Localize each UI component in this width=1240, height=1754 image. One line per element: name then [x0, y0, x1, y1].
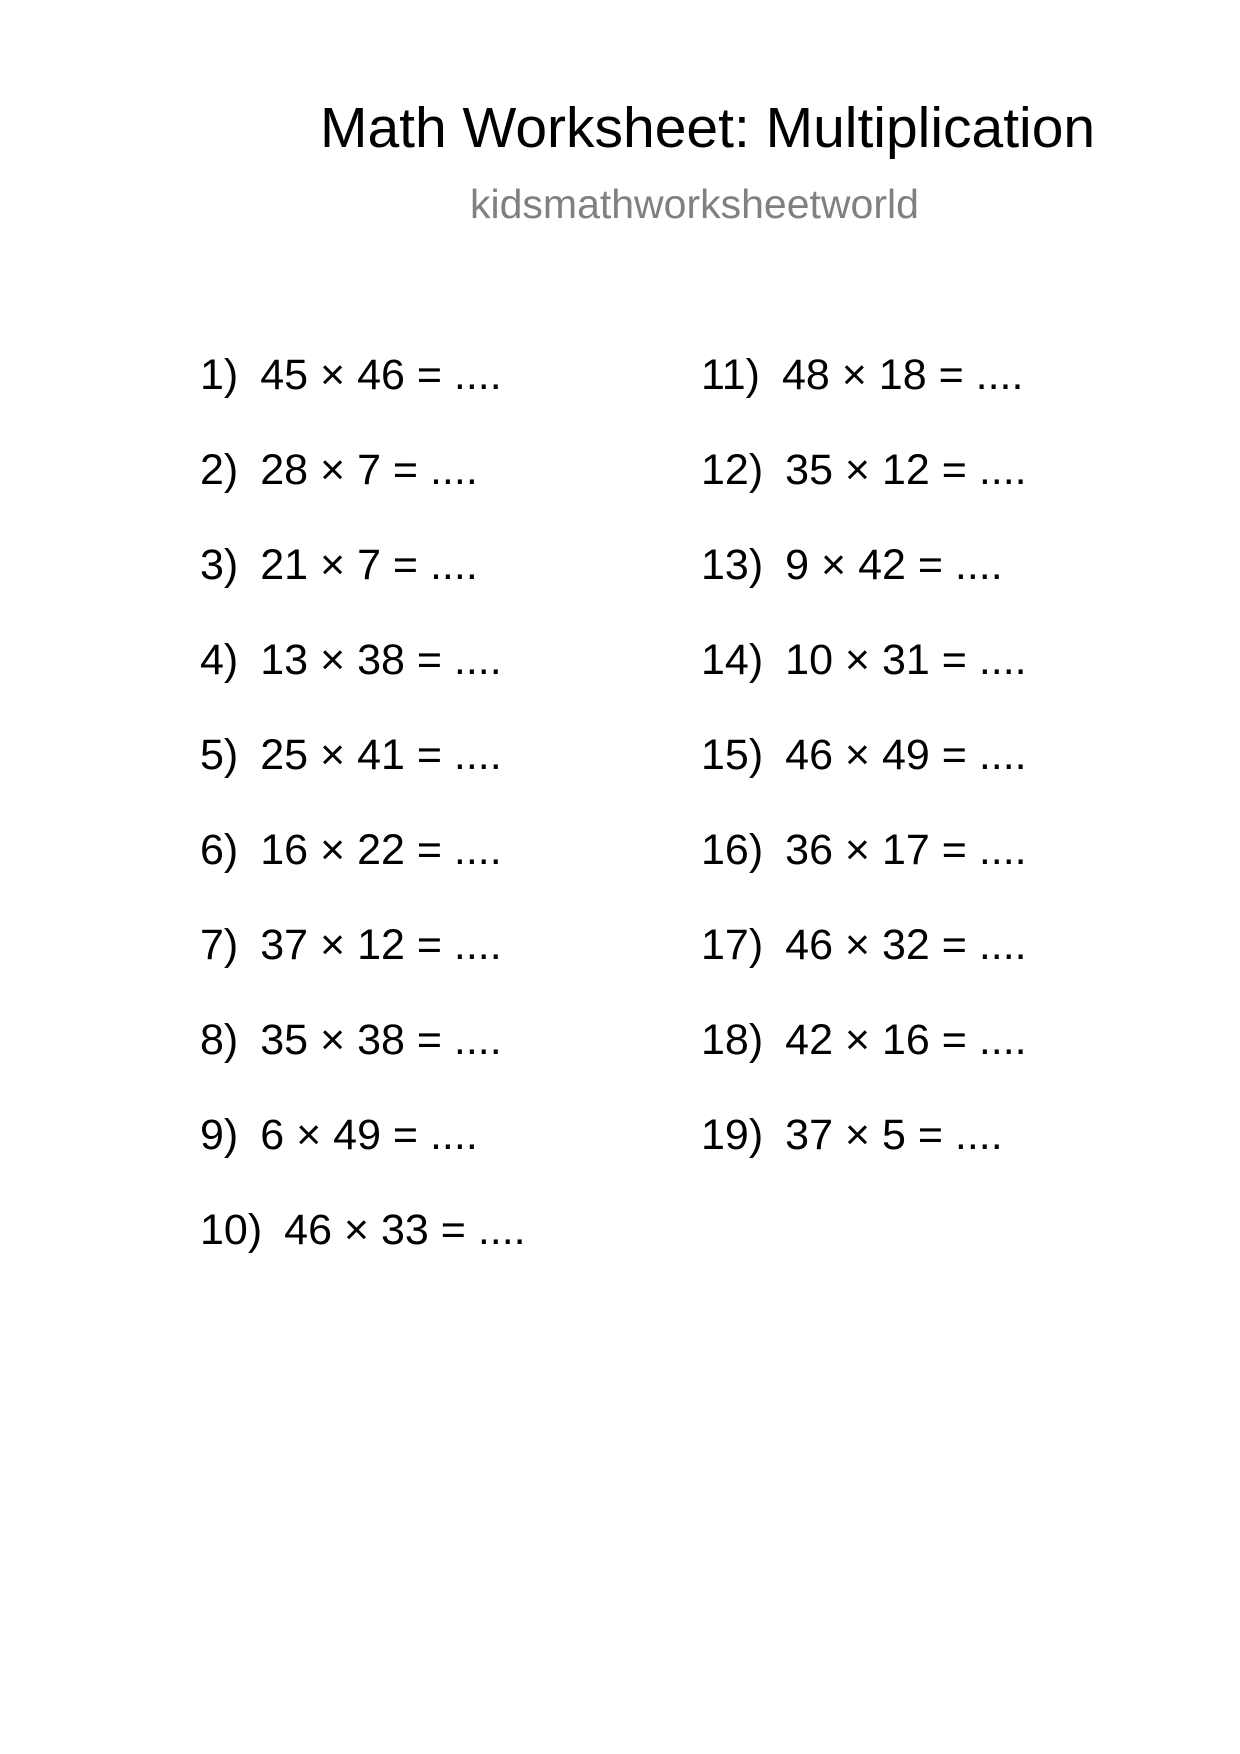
problem-number: 13) — [701, 541, 764, 589]
problems-column-right — [701, 345, 1027, 1200]
problem-number: 1) — [200, 351, 239, 399]
problem-number: 3) — [200, 541, 239, 589]
problem-number: 5) — [200, 731, 239, 779]
problem-expression: 10 × 31 = .... — [785, 636, 1027, 684]
problem-expression: 46 × 49 = .... — [785, 731, 1027, 779]
problem-item — [200, 1010, 526, 1105]
problem-expression: 35 × 38 = .... — [260, 1016, 502, 1064]
problem-item — [200, 630, 526, 725]
problem-expression: 37 × 5 = .... — [785, 1111, 1003, 1159]
problem-item — [701, 345, 1027, 440]
problem-item — [701, 725, 1027, 820]
problem-expression: 42 × 16 = .... — [785, 1016, 1027, 1064]
problem-expression: 37 × 12 = .... — [260, 921, 502, 969]
page-subtitle: kidsmathworksheetworld — [470, 181, 919, 227]
problem-number: 2) — [200, 446, 239, 494]
problem-expression: 25 × 41 = .... — [260, 731, 502, 779]
problem-number: 17) — [701, 921, 764, 969]
problems-column-left — [200, 345, 526, 1295]
problem-item — [200, 1200, 526, 1295]
problem-number: 16) — [701, 826, 764, 874]
problem-expression: 46 × 33 = .... — [284, 1206, 526, 1254]
problem-number: 9) — [200, 1111, 239, 1159]
problem-item — [200, 725, 526, 820]
problem-item — [200, 535, 526, 630]
problem-item — [701, 820, 1027, 915]
problem-number: 11) — [701, 351, 760, 399]
problem-expression: 16 × 22 = .... — [260, 826, 502, 874]
problem-number: 12) — [701, 446, 764, 494]
problem-number: 6) — [200, 826, 239, 874]
problem-expression: 28 × 7 = .... — [260, 446, 478, 494]
problem-expression: 45 × 46 = .... — [260, 351, 502, 399]
problem-item — [200, 345, 526, 440]
problem-item — [701, 440, 1027, 535]
problem-expression: 48 × 18 = .... — [781, 351, 1024, 399]
problem-expression: 36 × 17 = .... — [785, 826, 1027, 874]
problem-number: 19) — [701, 1111, 764, 1159]
problem-number: 14) — [701, 636, 764, 684]
problem-expression: 46 × 32 = .... — [785, 921, 1027, 969]
problem-number: 4) — [200, 636, 239, 684]
problem-item — [701, 1105, 1027, 1200]
problem-expression: 9 × 42 = .... — [785, 541, 1003, 589]
problem-item — [701, 1010, 1027, 1105]
problem-expression: 21 × 7 = .... — [260, 541, 478, 589]
problem-item — [701, 535, 1027, 630]
problem-item — [200, 440, 526, 535]
problem-number: 10) — [200, 1206, 263, 1254]
problem-item — [701, 915, 1027, 1010]
problem-item — [200, 1105, 526, 1200]
problem-number: 7) — [200, 921, 239, 969]
problem-expression: 6 × 49 = .... — [260, 1111, 478, 1159]
problem-number: 15) — [701, 731, 764, 779]
problem-item — [200, 915, 526, 1010]
problem-number: 8) — [200, 1016, 239, 1064]
problem-item — [701, 630, 1027, 725]
problem-expression: 35 × 12 = .... — [785, 446, 1027, 494]
problem-item — [200, 820, 526, 915]
problem-expression: 13 × 38 = .... — [260, 636, 502, 684]
page-title: Math Worksheet: Multiplication — [320, 96, 1096, 160]
problem-number: 18) — [701, 1016, 764, 1064]
